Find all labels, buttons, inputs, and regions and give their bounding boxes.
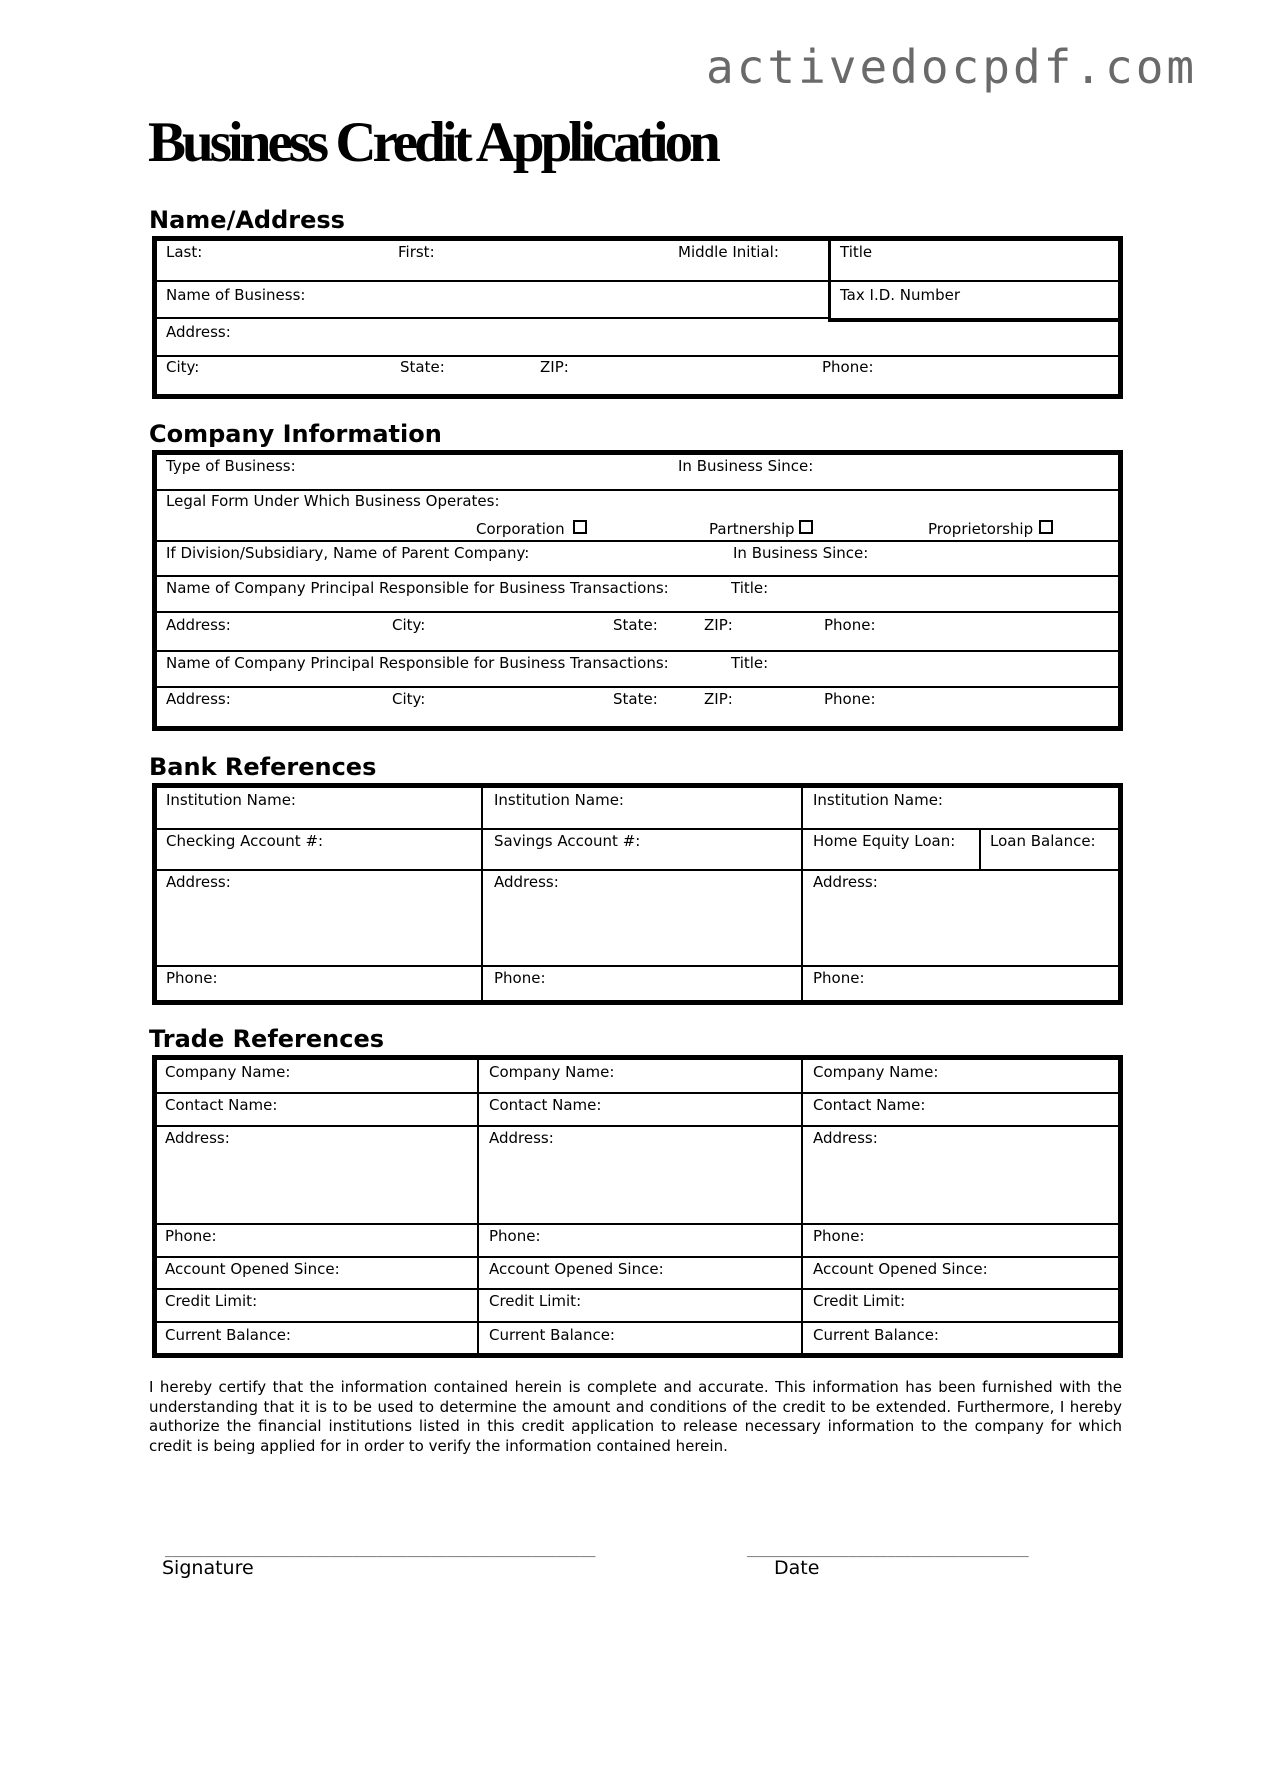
in-business-since-field[interactable]: In Business Since: bbox=[678, 457, 814, 475]
trade-1-credit-limit-field[interactable]: Credit Limit: bbox=[165, 1292, 258, 1310]
trade-2-address-field[interactable]: Address: bbox=[489, 1129, 554, 1147]
section-heading-company-info: Company Information bbox=[149, 420, 442, 448]
bank-3-institution-field[interactable]: Institution Name: bbox=[813, 791, 943, 809]
principal-1-zip-field[interactable]: ZIP: bbox=[704, 616, 733, 634]
divider bbox=[477, 1058, 479, 1354]
divider bbox=[155, 686, 1119, 688]
principal-1-phone-field[interactable]: Phone: bbox=[824, 616, 876, 634]
watermark: activedocpdf.com bbox=[706, 40, 1198, 94]
divider bbox=[481, 786, 483, 1000]
parent-company-field[interactable]: If Division/Subsidiary, Name of Parent Company: bbox=[166, 544, 530, 562]
trade-2-company-field[interactable]: Company Name: bbox=[489, 1063, 615, 1081]
principal-1-address-field[interactable]: Address: bbox=[166, 616, 231, 634]
principal-1-title-field[interactable]: Title: bbox=[731, 579, 769, 597]
type-of-business-field[interactable]: Type of Business: bbox=[166, 457, 296, 475]
divider bbox=[155, 1256, 1119, 1258]
section-heading-trade-references: Trade References bbox=[149, 1025, 385, 1053]
parent-in-business-since-field[interactable]: In Business Since: bbox=[733, 544, 869, 562]
divider bbox=[155, 575, 1119, 577]
address-field[interactable]: Address: bbox=[166, 323, 231, 341]
principal-2-city-field[interactable]: City: bbox=[392, 690, 426, 708]
bank-1-phone-field[interactable]: Phone: bbox=[166, 969, 218, 987]
signature-line[interactable]: _______________________________________________________ bbox=[165, 1543, 596, 1558]
trade-3-company-field[interactable]: Company Name: bbox=[813, 1063, 939, 1081]
divider bbox=[155, 1288, 1119, 1290]
divider bbox=[155, 489, 1119, 491]
divider bbox=[155, 317, 831, 319]
trade-2-contact-field[interactable]: Contact Name: bbox=[489, 1096, 602, 1114]
proprietorship-option[interactable] bbox=[928, 520, 1053, 538]
trade-1-current-balance-field[interactable]: Current Balance: bbox=[165, 1326, 291, 1344]
certification-text: I hereby certify that the information contained herein is complete and accurate. This information has been furnished with the understanding that it is to be used to determine the amount and conditions of the credit to be extended. Furthermore, I hereby authorize the financial institutions listed in this credit application to release necessary information to the company for which credit is being applied for in order to verify the information contained herein. bbox=[149, 1378, 1122, 1455]
bank-1-address-field[interactable]: Address: bbox=[166, 873, 231, 891]
trade-1-address-field[interactable]: Address: bbox=[165, 1129, 230, 1147]
divider bbox=[155, 1321, 1119, 1323]
divider bbox=[801, 786, 803, 1000]
trade-2-phone-field[interactable]: Phone: bbox=[489, 1227, 541, 1245]
middle-initial-field[interactable]: Middle Initial: bbox=[678, 243, 779, 261]
divider bbox=[155, 611, 1119, 613]
divider bbox=[155, 650, 1119, 652]
trade-2-account-opened-field[interactable]: Account Opened Since: bbox=[489, 1260, 664, 1278]
divider bbox=[155, 1223, 1119, 1225]
partnership-option[interactable] bbox=[709, 520, 813, 538]
bank-references-box bbox=[152, 783, 1123, 1005]
section-heading-name-address: Name/Address bbox=[149, 206, 345, 234]
title-field[interactable]: Title bbox=[840, 243, 873, 261]
divider bbox=[155, 1092, 1119, 1094]
trade-3-contact-field[interactable]: Contact Name: bbox=[813, 1096, 926, 1114]
divider bbox=[155, 869, 1119, 871]
corporation-label: Corporation bbox=[476, 520, 565, 538]
phone-field[interactable]: Phone: bbox=[822, 358, 874, 376]
divider bbox=[155, 965, 1119, 967]
date-line[interactable]: ____________________________________ bbox=[747, 1543, 1029, 1558]
divider bbox=[155, 828, 1119, 830]
divider bbox=[801, 1058, 803, 1354]
bank-3-phone-field[interactable]: Phone: bbox=[813, 969, 865, 987]
trade-2-current-balance-field[interactable]: Current Balance: bbox=[489, 1326, 615, 1344]
principal-2-address-field[interactable]: Address: bbox=[166, 690, 231, 708]
trade-3-credit-limit-field[interactable]: Credit Limit: bbox=[813, 1292, 906, 1310]
divider bbox=[828, 318, 1120, 322]
partnership-label: Partnership bbox=[709, 520, 795, 538]
divider bbox=[979, 828, 981, 869]
state-field[interactable]: State: bbox=[400, 358, 445, 376]
proprietorship-label: Proprietorship bbox=[928, 520, 1034, 538]
trade-references-box bbox=[152, 1055, 1123, 1358]
proprietorship-checkbox[interactable] bbox=[1039, 520, 1053, 534]
bank-3-address-field[interactable]: Address: bbox=[813, 873, 878, 891]
loan-balance-field[interactable]: Loan Balance: bbox=[990, 832, 1096, 850]
principal-2-state-field[interactable]: State: bbox=[613, 690, 658, 708]
principal-2-title-field[interactable]: Title: bbox=[731, 654, 769, 672]
legal-form-label: Legal Form Under Which Business Operates: bbox=[166, 492, 500, 510]
savings-account-field[interactable]: Savings Account #: bbox=[494, 832, 641, 850]
trade-3-account-opened-field[interactable]: Account Opened Since: bbox=[813, 1260, 988, 1278]
divider bbox=[155, 355, 1119, 357]
bank-2-institution-field[interactable]: Institution Name: bbox=[494, 791, 624, 809]
divider bbox=[828, 239, 831, 319]
corporation-checkbox[interactable] bbox=[573, 520, 587, 534]
trade-1-phone-field[interactable]: Phone: bbox=[165, 1227, 217, 1245]
trade-1-account-opened-field[interactable]: Account Opened Since: bbox=[165, 1260, 340, 1278]
trade-3-phone-field[interactable]: Phone: bbox=[813, 1227, 865, 1245]
trade-2-credit-limit-field[interactable]: Credit Limit: bbox=[489, 1292, 582, 1310]
page-title: Business Credit Application bbox=[148, 111, 717, 174]
trade-1-company-field[interactable]: Company Name: bbox=[165, 1063, 291, 1081]
date-label: Date bbox=[774, 1557, 820, 1579]
trade-3-current-balance-field[interactable]: Current Balance: bbox=[813, 1326, 939, 1344]
signature-label: Signature bbox=[162, 1557, 254, 1579]
bank-1-institution-field[interactable]: Institution Name: bbox=[166, 791, 296, 809]
corporation-option[interactable] bbox=[476, 520, 587, 538]
principal-2-name-field[interactable]: Name of Company Principal Responsible for Business Transactions: bbox=[166, 654, 669, 672]
divider bbox=[155, 540, 1119, 542]
principal-1-name-field[interactable]: Name of Company Principal Responsible for Business Transactions: bbox=[166, 579, 669, 597]
home-equity-loan-field[interactable]: Home Equity Loan: bbox=[813, 832, 956, 850]
first-name-field[interactable]: First: bbox=[398, 243, 435, 261]
divider bbox=[155, 1125, 1119, 1127]
principal-1-state-field[interactable]: State: bbox=[613, 616, 658, 634]
bank-2-address-field[interactable]: Address: bbox=[494, 873, 559, 891]
checking-account-field[interactable]: Checking Account #: bbox=[166, 832, 324, 850]
principal-1-city-field[interactable]: City: bbox=[392, 616, 426, 634]
trade-3-address-field[interactable]: Address: bbox=[813, 1129, 878, 1147]
zip-field[interactable]: ZIP: bbox=[540, 358, 569, 376]
bank-2-phone-field[interactable]: Phone: bbox=[494, 969, 546, 987]
trade-1-contact-field[interactable]: Contact Name: bbox=[165, 1096, 278, 1114]
tax-id-field[interactable]: Tax I.D. Number bbox=[840, 286, 961, 304]
principal-2-zip-field[interactable]: ZIP: bbox=[704, 690, 733, 708]
city-field[interactable]: City: bbox=[166, 358, 200, 376]
section-heading-bank-references: Bank References bbox=[149, 753, 377, 781]
last-name-field[interactable]: Last: bbox=[166, 243, 203, 261]
principal-2-phone-field[interactable]: Phone: bbox=[824, 690, 876, 708]
business-name-field[interactable]: Name of Business: bbox=[166, 286, 306, 304]
partnership-checkbox[interactable] bbox=[799, 520, 813, 534]
divider bbox=[155, 280, 1119, 282]
